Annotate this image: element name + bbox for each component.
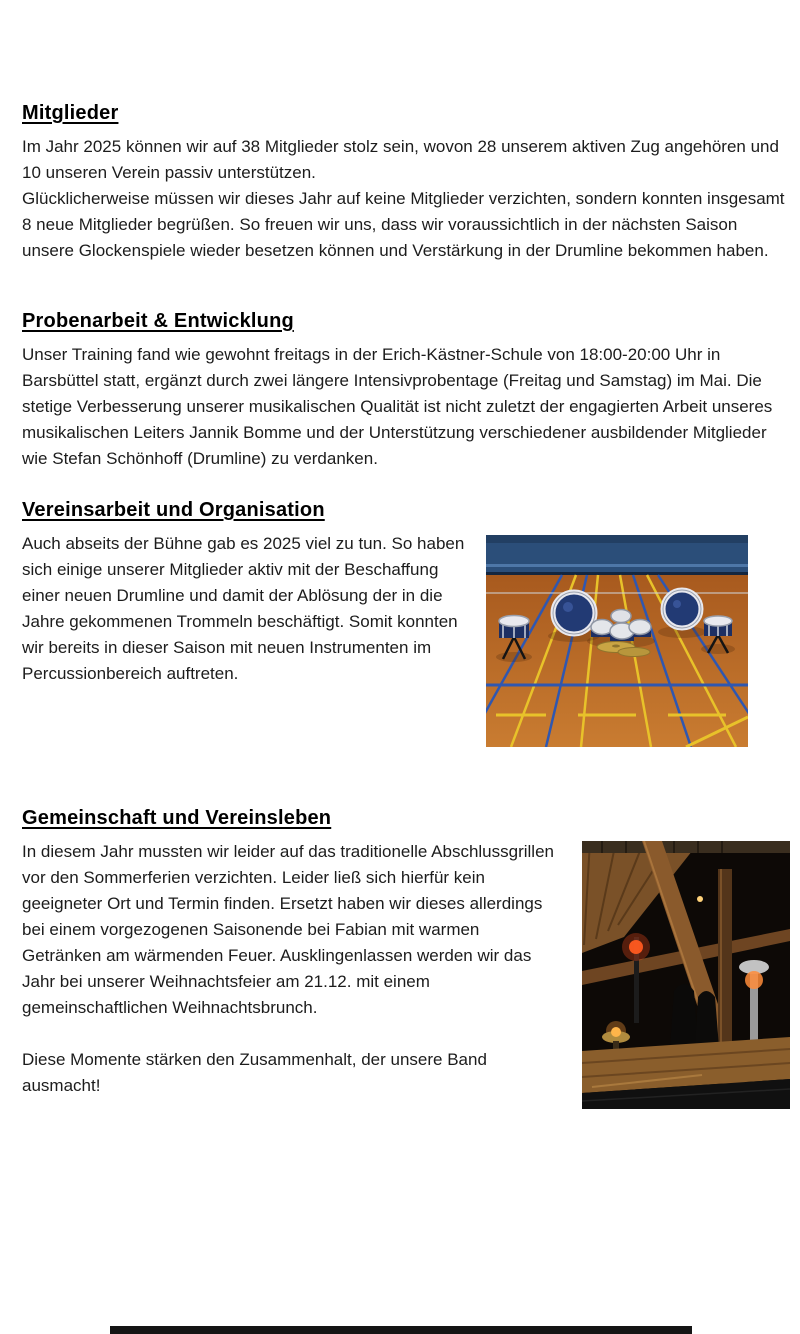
section-heading-gemeinschaft: Gemeinschaft und Vereinsleben	[22, 807, 332, 829]
section-heading-probenarbeit: Probenarbeit & Entwicklung	[22, 310, 294, 332]
section-mitglieder	[22, 102, 790, 264]
section-heading-vereinsarbeit: Vereinsarbeit und Organisation	[22, 499, 325, 521]
section-heading-mitglieder: Mitglieder	[22, 102, 119, 124]
vereinsarbeit-body	[22, 531, 790, 757]
evening-terrace-photo-illustration	[582, 841, 790, 1109]
paragraph-mitglieder-1: Im Jahr 2025 können wir auf 38 Mitglieder stolz sein, wovon 28 unserem aktiven Zug angehören und 10 unseren Verein passiv unterstützen.	[22, 137, 779, 182]
paragraph-probenarbeit-1: Unser Training fand wie gewohnt freitags in der Erich-Kästner-Schule von 18:00-20:00 Uhr in Barsbüttel statt, ergänzt durch zwei längere Intensivprobentage (Freitag und Samstag) im Mai. Die stetige Verbesserung unserer musikalischen Qualität ist nicht zuletzt der engagierten Arbeit unseres musikalischen Leiters Jannik Bomme und der Unterstützung verschiedener ausbildender Mitglieder wie Stefan Schönhoff (Drumline) zu verdanken.	[22, 345, 773, 468]
gym-drumline-photo	[486, 535, 748, 747]
page-content	[22, 102, 790, 1119]
paragraph-gemeinschaft-1: In diesem Jahr mussten wir leider auf das traditionelle Abschlussgrillen vor den Sommerferien verzichten. Leider ließ sich hierfür kein geeigneter Ort und Termin finden. Ersetzt haben wir dieses allerdings bei einem vorgezogenen Saisonende bei Fabian mit warmen Getränken am wärmenden Feuer. Ausklingenlassen werden wir das Jahr bei unserer Weihnachtsfeier am 21.12. mit einem gemeinschaftlichen Weihnachtsbrunch.	[22, 842, 554, 1017]
section-probenarbeit	[22, 310, 790, 472]
paragraph-gemeinschaft-2: Diese Momente stärken den Zusammenhalt, der unsere Band ausmacht!	[22, 1050, 487, 1095]
section-gemeinschaft	[22, 807, 790, 1119]
section-vereinsarbeit	[22, 499, 790, 757]
next-photo-top-edge	[110, 1326, 692, 1334]
gym-drumline-photo-illustration	[486, 535, 748, 747]
gemeinschaft-body	[22, 839, 790, 1119]
paragraph-mitglieder-2: Glücklicherweise müssen wir dieses Jahr auf keine Mitglieder verzichten, sondern konnten insgesamt 8 neue Mitglieder begrüßen. So freuen wir uns, dass wir voraussichtlich in der nächsten Saison unsere Glockenspiele wieder besetzen können und Verstärkung in der Drumline bekommen haben.	[22, 189, 785, 260]
paragraph-vereinsarbeit-1: Auch abseits der Bühne gab es 2025 viel zu tun. So haben sich einige unserer Mitglieder aktiv mit der Beschaffung einer neuen Drumline und damit der Ablösung der in die Jahre gekommenen Trommeln beschäftigt. Somit konnten wir bereits in dieser Saison mit neuen Instrumenten im Percussionbereich auftreten.	[22, 534, 465, 683]
evening-terrace-fire-photo	[582, 841, 790, 1109]
